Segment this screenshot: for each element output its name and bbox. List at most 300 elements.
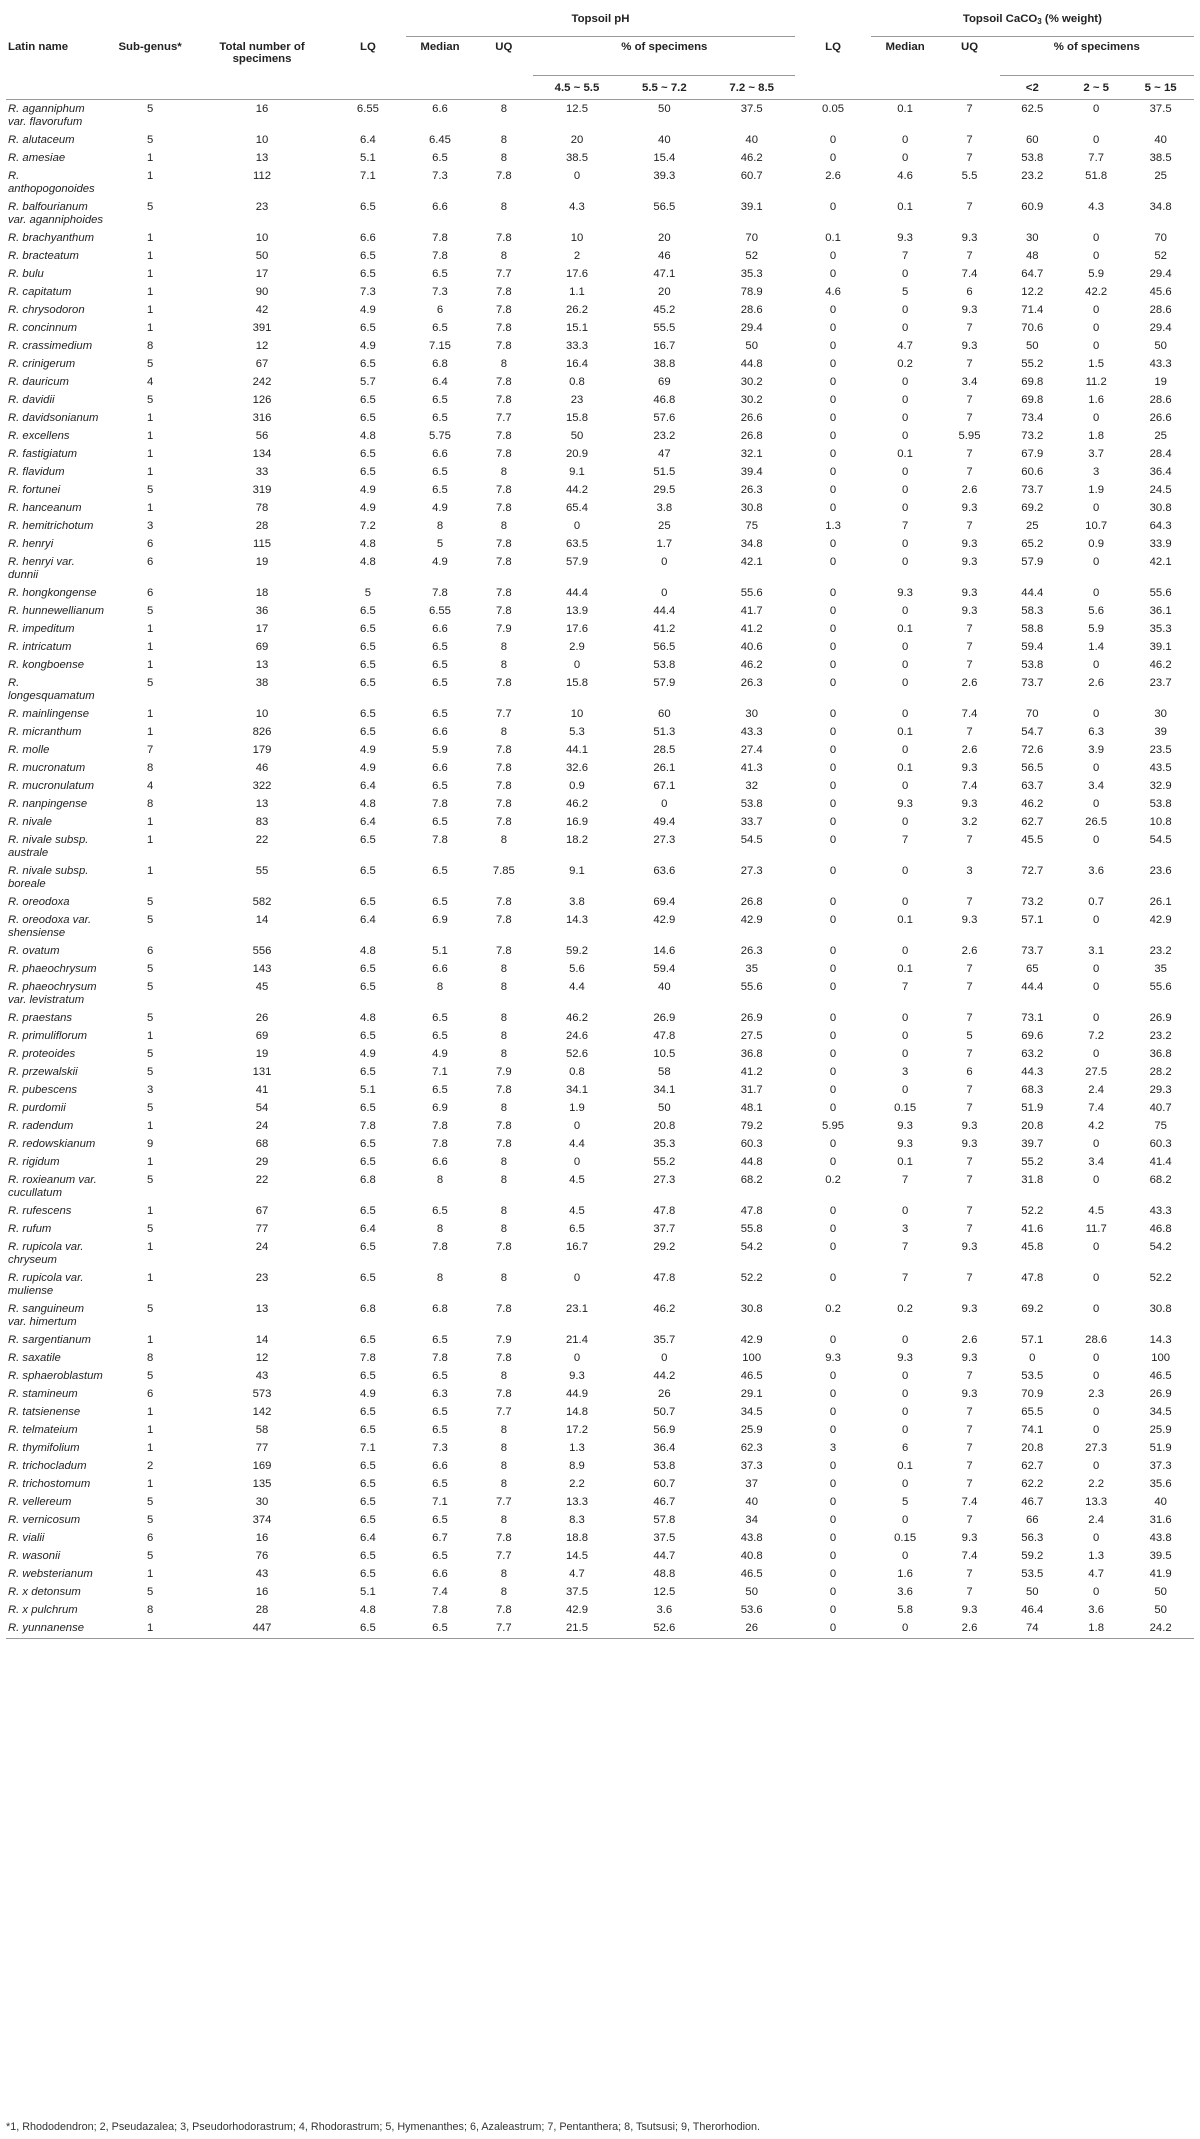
cell-ca-pct-3: 26.9 <box>1149 1012 1172 1024</box>
cell-ca-uq: 7 <box>966 834 973 846</box>
cell-ph-pct-1: 14.3 <box>565 914 588 926</box>
cell-ph-pct-1: 21.4 <box>565 1334 588 1346</box>
cell-ph-pct-1: 37.5 <box>565 1586 588 1598</box>
cell-ph-pct-2: 28.5 <box>653 744 676 756</box>
cell-ca-pct-1: 54.7 <box>1021 726 1044 738</box>
cell-latin-name: R. przewalskii <box>8 1066 78 1078</box>
cell-ca-pct-1: 62.7 <box>1021 816 1044 828</box>
cell-ca-uq: 7 <box>966 963 973 975</box>
cell-total: 115 <box>253 538 272 550</box>
cell-ph-pct-3: 46.5 <box>740 1568 763 1580</box>
cell-ph-pct-2: 52.6 <box>621 1619 708 1639</box>
cell-ca-uq: 2.6 <box>961 945 978 957</box>
cell-total: 14 <box>255 914 269 926</box>
table-row <box>6 1565 1194 1583</box>
cell-ca-pct-2: 0 <box>1093 322 1100 334</box>
cell-ca-uq: 7 <box>966 448 973 460</box>
cell-subgenus: 5 <box>146 358 154 370</box>
cell-ca-lq: 0 <box>829 963 837 975</box>
cell-ph-lq: 6.5 <box>360 1370 376 1382</box>
cell-ca-pct-2: 7.4 <box>1088 1102 1105 1114</box>
cell-ca-pct-1: 44.4 <box>1021 587 1044 599</box>
cell-ph-pct-3: 55.6 <box>740 587 763 599</box>
cell-ca-pct-3: 46.8 <box>1149 1223 1172 1235</box>
cell-ph-pct-1: 63.5 <box>565 538 588 550</box>
cell-total: 14 <box>255 1334 269 1346</box>
cell-ph-lq: 6.5 <box>360 1568 376 1580</box>
cell-ca-median: 0 <box>871 1619 940 1639</box>
cell-total: 142 <box>252 1406 272 1418</box>
cell-ca-pct-3: 40 <box>1154 1496 1167 1508</box>
cell-ph-pct-2: 47.8 <box>653 1030 676 1042</box>
cell-ph-lq: 7.8 <box>360 1120 376 1132</box>
cell-ph-pct-2: 56.5 <box>653 201 676 213</box>
cell-ph-lq: 6.5 <box>360 1514 376 1526</box>
cell-ph-pct-2: 60.7 <box>653 1478 676 1490</box>
cell-ca-pct-3: 52.2 <box>1149 1272 1172 1284</box>
cell-ph-pct-2: 56.5 <box>653 641 676 653</box>
cell-ph-lq: 4.9 <box>360 484 376 496</box>
cell-ca-lq: 0 <box>829 981 837 993</box>
cell-ca-lq: 0 <box>829 1514 837 1526</box>
cell-ph-lq: 6.8 <box>360 1303 376 1315</box>
cell-ca-lq: 0 <box>829 250 837 262</box>
cell-subgenus: 1 <box>146 1442 154 1454</box>
cell-ph-uq: 7.8 <box>495 1120 512 1132</box>
caco3-group-header: Topsoil CaCO$_3$ (% weight) <box>871 2 1194 37</box>
cell-ph-lq: 7.2 <box>360 520 376 532</box>
table-row <box>6 777 1194 795</box>
cell-ca-pct-2: 0 <box>1093 914 1100 926</box>
cell-subgenus: 8 <box>146 340 154 352</box>
cell-ph-pct-1: 2 <box>573 250 581 262</box>
cell-ca-lq: 0 <box>829 502 837 514</box>
cell-total: 16 <box>255 1532 269 1544</box>
cell-ph-median: 6.5 <box>432 677 448 689</box>
cell-ph-median: 6.5 <box>432 152 448 164</box>
cell-ca-pct-3: 43.3 <box>1149 1205 1172 1217</box>
cell-latin-name: R. rigidum <box>8 1156 60 1168</box>
cell-total: 13 <box>255 659 269 671</box>
cell-total: 68 <box>255 1138 269 1150</box>
cell-ph-pct-1: 0 <box>573 659 581 671</box>
table-row <box>6 1117 1194 1135</box>
table-row <box>6 723 1194 741</box>
cell-ph-pct-3: 46.2 <box>740 659 763 671</box>
cell-ph-pct-2: 1.7 <box>656 538 673 550</box>
cell-ca-pct-3: 54.5 <box>1149 834 1172 846</box>
cell-ph-uq: 8 <box>500 1012 507 1024</box>
cell-total: 16 <box>255 103 269 115</box>
cell-ca-median: 0 <box>901 322 909 334</box>
cell-ph-pct-2: 50.7 <box>653 1406 676 1418</box>
cell-ph-uq: 8 <box>500 1478 507 1490</box>
cell-latin-name: R. radendum <box>8 1120 74 1132</box>
cell-ca-pct-3: 42.9 <box>1149 914 1172 926</box>
cell-ph-median: 7.8 <box>432 798 448 810</box>
cell-ca-median: 0 <box>901 1084 909 1096</box>
cell-ca-median: 0 <box>901 1424 909 1436</box>
cell-ph-lq: 4.9 <box>360 304 376 316</box>
cell-ph-pct-3: 47.8 <box>740 1205 763 1217</box>
cell-ca-pct-1: 57.9 <box>1021 556 1044 568</box>
cell-ph-pct-3: 54.5 <box>740 834 763 846</box>
cell-latin-name: R. praestans <box>8 1012 73 1024</box>
cell-subgenus: 5 <box>146 1303 154 1315</box>
cell-ph-median: 8 <box>436 981 444 993</box>
cell-ca-pct-2: 51.8 <box>1085 170 1108 182</box>
cell-ph-pct-1: 9.3 <box>569 1370 585 1382</box>
cell-ca-median: 7 <box>901 1272 909 1284</box>
cell-subgenus: 1 <box>146 623 154 635</box>
cell-ph-uq: 7.8 <box>495 232 512 244</box>
cell-latin-name: R. rufum <box>8 1223 52 1235</box>
cell-ph-pct-2: 47.8 <box>653 1205 676 1217</box>
table-row <box>6 831 1194 862</box>
cell-ca-pct-2: 0 <box>1093 1460 1100 1472</box>
cell-ca-pct-3: 55.6 <box>1149 981 1172 993</box>
cell-ph-lq: 6.5 <box>360 250 376 262</box>
cell-ph-uq: 8 <box>500 1370 507 1382</box>
cell-ph-lq: 7.8 <box>360 1352 376 1364</box>
cell-total: 242 <box>252 376 272 388</box>
cell-ca-pct-1: 53.5 <box>1021 1370 1044 1382</box>
cell-ca-median: 0.1 <box>897 914 913 926</box>
cell-ca-median: 0 <box>901 1030 909 1042</box>
cell-ca-uq: 7 <box>966 641 973 653</box>
cell-ph-uq: 8 <box>500 201 507 213</box>
cell-latin-name: R. stamineum <box>8 1388 78 1400</box>
cell-ca-pct-2: 42.2 <box>1085 286 1108 298</box>
cell-latin-name: R. telmateium <box>8 1424 78 1436</box>
cell-ph-pct-2: 42.9 <box>653 914 676 926</box>
col-total: Total number of specimens <box>219 40 305 65</box>
cell-ca-lq: 1.3 <box>825 520 841 532</box>
cell-ph-pct-2: 29.5 <box>653 484 676 496</box>
cell-latin-name: R. vernicosum <box>8 1514 81 1526</box>
cell-ca-pct-2: 1.6 <box>1088 394 1105 406</box>
cell-subgenus: 1 <box>146 659 154 671</box>
cell-ca-pct-3: 19 <box>1154 376 1167 388</box>
cell-total: 45 <box>255 981 269 993</box>
cell-latin-name: R. sargentianum <box>8 1334 91 1346</box>
cell-ph-uq: 8 <box>500 520 507 532</box>
table-row <box>6 1202 1194 1220</box>
cell-subgenus: 5 <box>146 914 154 926</box>
cell-ph-uq: 8 <box>500 1424 507 1436</box>
cell-ph-lq: 6.5 <box>360 963 376 975</box>
cell-ph-uq: 7.8 <box>495 1532 512 1544</box>
cell-ca-lq: 0 <box>829 1550 837 1562</box>
cell-latin-name: R. primuliflorum <box>8 1030 88 1042</box>
cell-ca-median: 0.1 <box>897 1156 913 1168</box>
cell-latin-name: R. tatsienense <box>8 1406 81 1418</box>
cell-ca-lq: 0 <box>829 1048 837 1060</box>
cell-ca-lq: 0 <box>829 945 837 957</box>
cell-ca-lq: 0 <box>829 744 837 756</box>
cell-ph-lq: 4.9 <box>360 744 376 756</box>
cell-ca-lq: 0 <box>829 304 837 316</box>
cell-latin-name: R. flavidum <box>8 466 65 478</box>
cell-ph-median: 6.5 <box>432 1370 448 1382</box>
cell-ca-lq: 0 <box>829 1388 837 1400</box>
cell-total: 38 <box>255 677 269 689</box>
cell-ca-pct-2: 0 <box>1093 1352 1100 1364</box>
cell-ph-pct-1: 12.5 <box>565 103 588 115</box>
cell-ph-uq: 7.8 <box>495 798 512 810</box>
cell-ca-pct-1: 50 <box>1026 340 1039 352</box>
cell-ca-uq: 9.3 <box>961 1388 978 1400</box>
cell-ca-pct-2: 3.4 <box>1088 780 1105 792</box>
cell-ca-median: 0 <box>901 484 909 496</box>
cell-ph-pct-3: 55.6 <box>740 981 763 993</box>
cell-total: 24 <box>255 1241 269 1253</box>
cell-ca-uq: 6 <box>966 1066 973 1078</box>
cell-ca-median: 7 <box>901 1174 909 1186</box>
cell-ca-pct-3: 42.1 <box>1149 556 1172 568</box>
cell-latin-name: R. roxieanum var. cucullatum <box>8 1174 97 1199</box>
cell-total: 90 <box>255 286 269 298</box>
cell-latin-name: R. davidsonianum <box>8 412 99 424</box>
cell-ca-pct-2: 10.7 <box>1085 520 1108 532</box>
cell-ph-lq: 6.5 <box>360 834 376 846</box>
cell-ph-median: 6.5 <box>432 268 448 280</box>
cell-ph-uq: 7.8 <box>495 677 512 689</box>
cell-ph-pct-3: 34.8 <box>740 538 763 550</box>
cell-ph-uq: 7.8 <box>495 448 512 460</box>
cell-ph-pct-2: 37.5 <box>653 1532 676 1544</box>
cell-ca-uq: 7 <box>966 134 973 146</box>
cell-ph-pct-2: 27.3 <box>653 1174 676 1186</box>
cell-ca-median: 4.7 <box>897 340 913 352</box>
cell-latin-name: R. mucronatum <box>8 762 86 774</box>
cell-ca-pct-3: 30 <box>1154 708 1167 720</box>
cell-ph-pct-2: 46.2 <box>653 1303 676 1315</box>
cell-subgenus: 1 <box>146 466 154 478</box>
cell-ca-pct-2: 0 <box>1093 587 1100 599</box>
cell-latin-name: R. chrysodoron <box>8 304 85 316</box>
cell-ph-pct-3: 68.2 <box>740 1174 763 1186</box>
cell-ph-lq: 6.5 <box>360 623 376 635</box>
cell-ph-pct-2: 46.7 <box>653 1496 676 1508</box>
cell-ca-pct-1: 72.6 <box>1021 744 1044 756</box>
cell-ca-pct-1: 53.5 <box>1021 1568 1044 1580</box>
cell-ca-uq: 9.3 <box>961 340 978 352</box>
cell-subgenus: 1 <box>146 412 154 424</box>
cell-ca-lq: 0 <box>829 358 837 370</box>
cell-ph-median: 6.9 <box>432 1102 448 1114</box>
cell-ph-lq: 7.1 <box>360 1442 376 1454</box>
cell-total: 26 <box>255 1012 269 1024</box>
cell-ph-lq: 6.5 <box>360 322 376 334</box>
cell-ca-lq: 0.2 <box>825 1303 841 1315</box>
cell-total: 23 <box>255 1272 269 1284</box>
cell-ca-uq: 9.3 <box>961 556 978 568</box>
cell-ph-uq: 7.7 <box>495 708 512 720</box>
ph-group-header: Topsoil pH <box>406 2 796 37</box>
cell-ph-lq: 4.8 <box>360 430 376 442</box>
cell-ca-pct-2: 3.4 <box>1088 1156 1105 1168</box>
cell-ph-median: 6.5 <box>432 865 448 877</box>
cell-ca-lq: 0 <box>829 556 837 568</box>
cell-ph-pct-3: 100 <box>742 1352 762 1364</box>
table-row <box>6 1063 1194 1081</box>
cell-total: 19 <box>255 556 269 568</box>
cell-ca-pct-3: 28.4 <box>1149 448 1172 460</box>
cell-ca-pct-1: 57.1 <box>1021 914 1044 926</box>
cell-ph-median: 6.5 <box>432 466 448 478</box>
cell-ca-lq: 0 <box>829 268 837 280</box>
cell-ph-median: 6.5 <box>432 708 448 720</box>
cell-ph-lq: 4.9 <box>360 340 376 352</box>
cell-ca-uq: 2.6 <box>961 744 978 756</box>
cell-ca-uq: 5.95 <box>958 430 981 442</box>
cell-ca-pct-1: 70 <box>1026 708 1039 720</box>
cell-subgenus: 8 <box>146 1604 154 1616</box>
cell-ph-pct-2: 47.8 <box>653 1272 676 1284</box>
cell-ph-uq: 7.8 <box>495 780 512 792</box>
cell-latin-name: R. henryi var. dunnii <box>8 556 75 581</box>
cell-ph-median: 4.9 <box>432 502 448 514</box>
cell-total: 54 <box>255 1102 269 1114</box>
cell-ca-uq: 7 <box>966 1223 973 1235</box>
specimen-table <box>6 2 1194 1639</box>
table-row <box>6 862 1194 893</box>
cell-ca-pct-3: 50 <box>1154 1586 1167 1598</box>
cell-ph-uq: 8 <box>500 641 507 653</box>
cell-ca-uq: 9.3 <box>961 304 978 316</box>
cell-ph-uq: 8 <box>500 1568 507 1580</box>
ca-bin-2: 2 ~ 5 <box>1065 76 1127 100</box>
cell-ph-pct-3: 41.2 <box>740 1066 763 1078</box>
cell-ca-uq: 7 <box>966 1460 973 1472</box>
cell-ca-pct-1: 72.7 <box>1021 865 1044 877</box>
cell-subgenus: 5 <box>146 1102 154 1114</box>
cell-ca-pct-1: 70.6 <box>1021 322 1044 334</box>
cell-ca-median: 0.1 <box>897 726 913 738</box>
cell-ph-lq: 6.5 <box>360 268 376 280</box>
cell-ca-lq: 4.6 <box>825 286 841 298</box>
cell-ca-pct-3: 50 <box>1154 1604 1167 1616</box>
cell-ca-pct-2: 0 <box>1093 502 1100 514</box>
cell-ph-pct-2: 10.5 <box>653 1048 676 1060</box>
cell-subgenus: 1 <box>146 641 154 653</box>
cell-total: 41 <box>255 1084 269 1096</box>
cell-ca-pct-3: 45.6 <box>1149 286 1172 298</box>
cell-ca-uq: 3 <box>966 865 973 877</box>
table-row <box>6 1439 1194 1457</box>
cell-ph-uq: 7.8 <box>495 322 512 334</box>
cell-ph-pct-2: 51.3 <box>653 726 676 738</box>
table-row <box>6 319 1194 337</box>
cell-ph-pct-1: 15.8 <box>565 412 588 424</box>
cell-ph-pct-1: 26.2 <box>565 304 588 316</box>
cell-ph-pct-1: 57.9 <box>565 556 588 568</box>
cell-ph-pct-2: 0 <box>661 556 668 568</box>
cell-ca-median: 9.3 <box>897 587 913 599</box>
cell-subgenus: 5 <box>146 484 154 496</box>
cell-ph-median: 6.6 <box>432 201 448 213</box>
table-row <box>6 149 1194 167</box>
cell-ca-median: 0 <box>901 502 909 514</box>
cell-total: 374 <box>252 1514 272 1526</box>
cell-ca-lq: 0 <box>829 1424 837 1436</box>
cell-total: 391 <box>252 322 272 334</box>
cell-total: 58 <box>255 1424 269 1436</box>
cell-latin-name: R. dauricum <box>8 376 69 388</box>
cell-ca-median: 0.1 <box>897 762 913 774</box>
cell-ph-median: 5.1 <box>432 945 448 957</box>
cell-ca-pct-3: 43.5 <box>1149 762 1172 774</box>
cell-total: 28 <box>255 520 269 532</box>
cell-ph-pct-3: 29.4 <box>740 322 763 334</box>
cell-ca-pct-1: 67.9 <box>1021 448 1044 460</box>
cell-ca-pct-2: 1.9 <box>1088 484 1105 496</box>
cell-ca-median: 0 <box>901 556 909 568</box>
table-row <box>6 1331 1194 1349</box>
cell-ph-uq: 7.9 <box>495 1066 512 1078</box>
table-row <box>6 1349 1194 1367</box>
cell-ph-pct-3: 26.8 <box>740 430 763 442</box>
cell-ca-pct-1: 71.4 <box>1021 304 1044 316</box>
cell-ph-pct-3: 41.7 <box>740 605 763 617</box>
cell-ca-median: 7 <box>901 834 909 846</box>
cell-ph-median: 6.6 <box>432 1568 448 1580</box>
table-row <box>6 960 1194 978</box>
cell-ca-pct-2: 5.9 <box>1088 268 1105 280</box>
cell-ph-pct-2: 0 <box>661 1352 668 1364</box>
cell-ph-median: 6.55 <box>428 605 451 617</box>
cell-total: 46 <box>255 762 269 774</box>
cell-ph-pct-2: 35.3 <box>653 1138 676 1150</box>
cell-latin-name: R. alutaceum <box>8 134 75 146</box>
table-row <box>6 409 1194 427</box>
table-row <box>6 1385 1194 1403</box>
cell-total: 19 <box>255 1048 269 1060</box>
cell-ph-pct-3: 34 <box>745 1514 758 1526</box>
cell-ph-uq: 7.8 <box>495 502 512 514</box>
cell-ca-lq: 0 <box>829 376 837 388</box>
cell-ca-pct-1: 63.2 <box>1021 1048 1044 1060</box>
cell-subgenus: 1 <box>146 232 154 244</box>
cell-ph-lq: 4.9 <box>360 762 376 774</box>
cell-ca-pct-1: 73.1 <box>1021 1012 1044 1024</box>
cell-ph-median: 6.5 <box>432 1514 448 1526</box>
cell-ph-median: 8 <box>436 1223 444 1235</box>
cell-ca-median: 0 <box>901 641 909 653</box>
cell-ca-lq: 0 <box>829 780 837 792</box>
cell-latin-name: R. x detonsum <box>8 1586 81 1598</box>
cell-ph-pct-3: 50 <box>745 340 758 352</box>
cell-ca-uq: 7 <box>966 322 973 334</box>
cell-ca-pct-2: 4.3 <box>1088 201 1105 213</box>
cell-ca-median: 6 <box>901 1442 909 1454</box>
cell-ph-pct-3: 79.2 <box>740 1120 763 1132</box>
cell-subgenus: 1 <box>146 1424 154 1436</box>
cell-ca-lq: 5.95 <box>822 1120 845 1132</box>
cell-ca-pct-3: 23.2 <box>1149 945 1172 957</box>
cell-ph-median: 7.8 <box>432 232 448 244</box>
cell-latin-name: R. rupicola var. muliense <box>8 1272 84 1297</box>
cell-ca-lq: 0 <box>829 1156 837 1168</box>
cell-ph-pct-2: 56.9 <box>653 1424 676 1436</box>
cell-ph-median: 6.5 <box>432 394 448 406</box>
cell-ca-pct-3: 32.9 <box>1149 780 1172 792</box>
cell-ph-median: 7.8 <box>432 834 448 846</box>
cell-ca-median: 0 <box>901 865 909 877</box>
cell-ph-uq: 7.8 <box>495 286 512 298</box>
cell-ph-lq: 6.5 <box>360 1138 376 1150</box>
